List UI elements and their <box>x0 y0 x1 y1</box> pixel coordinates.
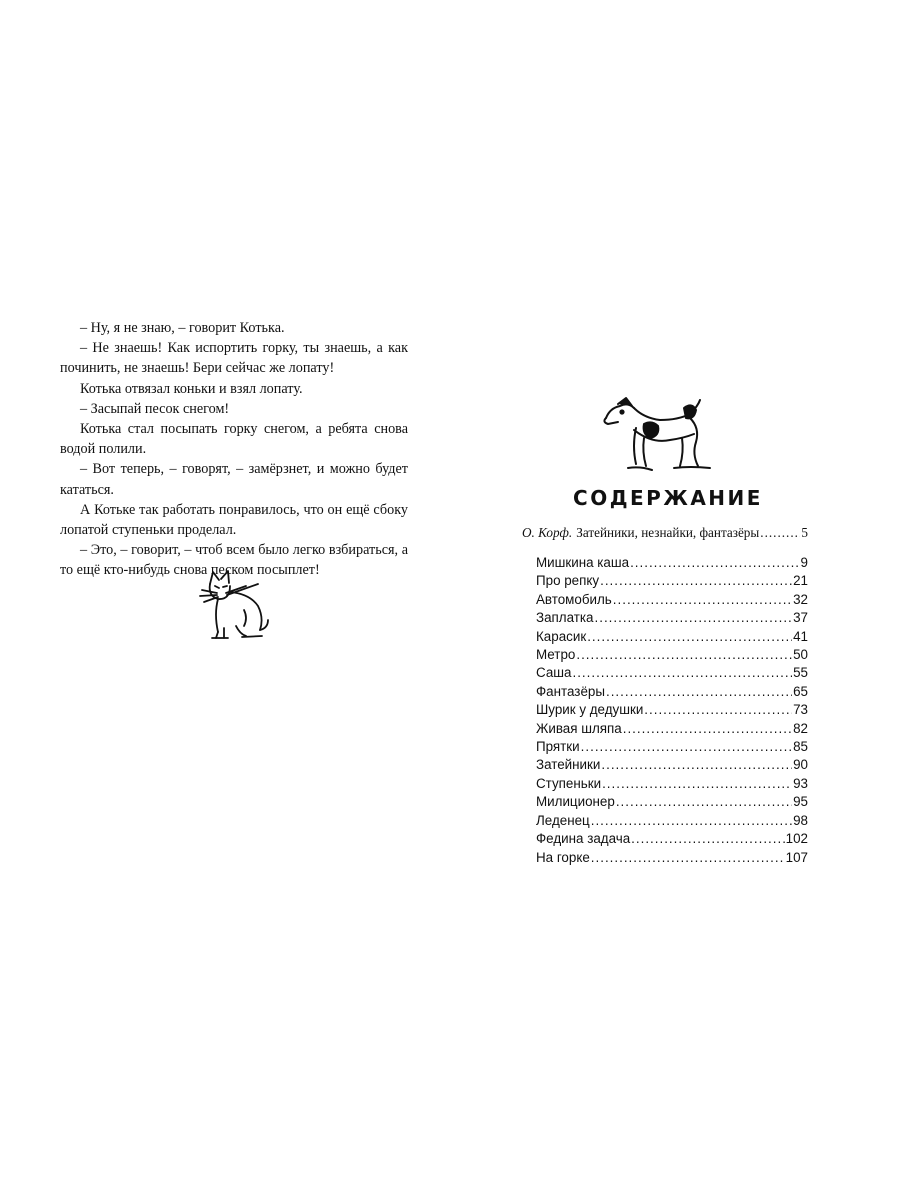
toc-entry-page: 9 <box>800 555 808 570</box>
paragraph: Котька стал посыпать горку снегом, а ребята снова водой полили. <box>60 421 408 458</box>
dog-icon <box>600 394 718 474</box>
dot-leader <box>644 701 792 719</box>
toc-entry-title: Метро <box>536 647 576 663</box>
toc-entry <box>536 738 808 756</box>
toc-entry-title: Прятки <box>536 739 580 755</box>
dot-leader <box>595 609 793 627</box>
dot-leader <box>591 812 792 830</box>
toc-entry <box>536 628 808 646</box>
cat-icon <box>188 566 272 642</box>
toc-entry-page: 98 <box>793 812 808 828</box>
toc-entry-title: Заплатка <box>536 610 594 626</box>
toc-entry <box>536 664 808 682</box>
dot-leader <box>581 738 792 756</box>
dot-leader <box>606 683 792 701</box>
toc-entry <box>536 554 808 572</box>
table-of-contents <box>536 554 808 867</box>
toc-entry-title: Шурик у дедушки <box>536 702 644 718</box>
toc-entry-page: 21 <box>793 573 808 589</box>
toc-entry <box>536 591 808 609</box>
toc-entry-title: Ступеньки <box>536 775 602 791</box>
paragraph: Котька отвязал коньки и взял лопату. <box>80 380 303 397</box>
toc-entry-title: Затейники <box>536 757 601 773</box>
toc-entry <box>536 849 808 867</box>
toc-entry-title: Саша <box>536 665 572 681</box>
toc-entry <box>536 609 808 627</box>
toc-entry-title: На горке <box>536 849 590 865</box>
left-page-text <box>60 318 408 581</box>
toc-entry-title: Живая шляпа <box>536 720 622 736</box>
toc-entry-page: 93 <box>793 775 808 791</box>
toc-entry-title: Карасик <box>536 628 587 644</box>
toc-intro-author: О. Корф. <box>522 525 573 540</box>
toc-entry-page: 41 <box>793 628 808 644</box>
toc-entry <box>536 646 808 664</box>
toc-entry <box>536 793 808 811</box>
toc-entry-page: 82 <box>793 720 808 736</box>
dot-leader <box>600 572 792 590</box>
toc-entry-title: Милиционер <box>536 794 615 810</box>
toc-entry-page: 73 <box>793 702 808 718</box>
toc-entry-title: Мишкина каша <box>536 555 630 570</box>
dot-leader <box>587 628 792 646</box>
toc-entry <box>536 701 808 719</box>
paragraph: – Не знаешь! Как испортить горку, ты знаешь, а как починить, не знаешь! Бери сейчас же лопату! <box>60 340 408 377</box>
toc-entry-page: 55 <box>793 665 808 681</box>
toc-entry-page: 65 <box>793 683 808 699</box>
dot-leader <box>616 793 792 811</box>
toc-entry-page: 90 <box>793 757 808 773</box>
dot-leader <box>601 756 792 774</box>
dot-leader <box>760 524 800 542</box>
toc-entry-page: 37 <box>793 610 808 626</box>
dot-leader <box>623 720 792 738</box>
toc-entry-title: Федина задача <box>536 831 631 847</box>
toc-entry-title: Фантазёры <box>536 683 605 699</box>
toc-entry-page: 95 <box>793 794 808 810</box>
toc-intro-title: Затейники, незнайки, фантазёры <box>576 525 760 540</box>
toc-entry <box>536 812 808 830</box>
toc-entry-page: 102 <box>785 831 808 847</box>
toc-entry-title: Леденец <box>536 812 590 828</box>
toc-entry-page: 107 <box>785 849 808 865</box>
toc-entry <box>536 756 808 774</box>
dot-leader <box>630 554 799 572</box>
toc-intro-page: 5 <box>801 525 808 540</box>
toc-entry <box>536 572 808 590</box>
paragraph: – Засыпай песок снегом! <box>80 400 230 417</box>
toc-entry <box>536 720 808 738</box>
toc-entry <box>536 683 808 701</box>
toc-entry-page: 50 <box>793 647 808 663</box>
dot-leader <box>591 849 785 867</box>
toc-entry-page: 32 <box>793 591 808 607</box>
toc-entry <box>536 775 808 793</box>
paragraph: – Это, – говорит, – чтоб всем было легко взбираться, а то ещё кто-нибудь снова песком посыплет! <box>60 542 408 579</box>
toc-entry <box>536 830 808 848</box>
toc-entry-title: Автомобиль <box>536 591 612 607</box>
toc-intro-entry <box>522 524 808 542</box>
dot-leader <box>576 646 792 664</box>
dot-leader <box>613 591 792 609</box>
dot-leader <box>572 664 792 682</box>
paragraph: А Котьке так работать понравилось, что он ещё сбоку лопатой ступеньки проделал. <box>60 501 408 539</box>
toc-entry-title: Про репку <box>536 573 600 589</box>
paragraph: – Ну, я не знаю, – говорит Котька. <box>80 320 285 336</box>
page-title: СОДЕРЖАНИЕ <box>573 486 763 510</box>
dot-leader <box>602 775 792 793</box>
dot-leader <box>631 830 784 848</box>
paragraph: – Вот теперь, – говорят, – замёрзнет, и можно будет кататься. <box>60 461 408 498</box>
toc-entry-page: 85 <box>793 739 808 755</box>
